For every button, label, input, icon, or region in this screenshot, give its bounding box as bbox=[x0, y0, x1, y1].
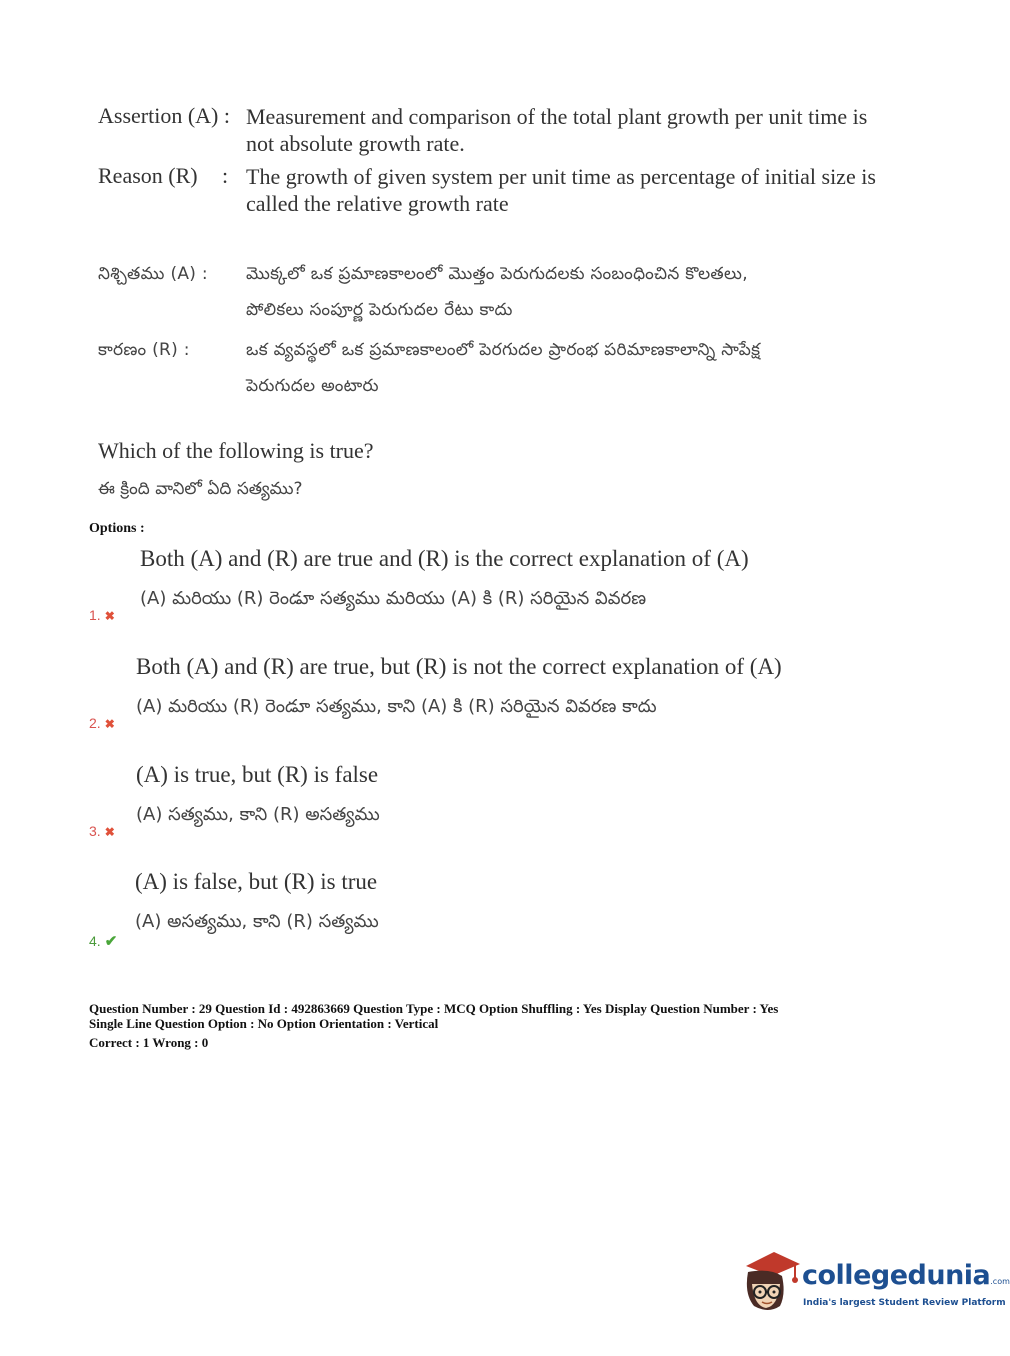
assertion-te-label: నిశ్చితము (A) : bbox=[98, 264, 208, 284]
option-1-text-te: (A) మరియు (R) రెండూ సత్యము మరియు (A) కి (R) సరియైన వివరణ bbox=[140, 588, 647, 609]
reason-te-line-1: ఒక వ్యవస్థలో ఒక ప్రమాణకాలంలో పెరగుదల ప్రారంభ పరిమాణకాలాన్ని సాపేక్ష bbox=[246, 340, 761, 360]
assertion-te-line-1: మొక్కలో ఒక ప్రమాణకాలంలో మొత్తం పెరుగుదలకు సంబంధించిన కొలతలు, bbox=[246, 264, 748, 284]
option-1-number-label: 1. bbox=[89, 607, 101, 623]
option-1-number[interactable] bbox=[89, 607, 115, 623]
logo-name: collegedunia bbox=[802, 1260, 991, 1291]
reason-label: Reason (R) bbox=[98, 163, 198, 188]
options-label: Options : bbox=[89, 521, 145, 536]
check-icon: ✔ bbox=[104, 933, 118, 950]
assertion-text bbox=[246, 103, 906, 157]
option-2-text: Both (A) and (R) are true, but (R) is not the correct explanation of (A) bbox=[136, 654, 782, 679]
assertion-line-1: Measurement and comparison of the total plant growth per unit time is bbox=[246, 104, 868, 129]
logo-suffix: .com bbox=[990, 1277, 1010, 1286]
option-2-number-label: 2. bbox=[89, 715, 101, 731]
option-2-text-te: (A) మరియు (R) రెండూ సత్యము, కాని (A) కి (R) సరియైన వివరణ కాదు bbox=[136, 696, 657, 717]
option-2-number[interactable] bbox=[89, 715, 115, 731]
collegedunia-logo bbox=[740, 1248, 1010, 1318]
wrong-icon: ✖ bbox=[104, 609, 115, 623]
logo-wordmark bbox=[802, 1260, 1010, 1291]
option-3-text: (A) is true, but (R) is false bbox=[136, 762, 379, 787]
assertion-te-text bbox=[246, 256, 906, 328]
option-3-number-label: 3. bbox=[89, 823, 101, 839]
question-text: Which of the following is true? bbox=[98, 438, 374, 463]
option-4-number-label: 4. bbox=[89, 933, 101, 949]
option-4-text: (A) is false, but (R) is true bbox=[135, 869, 378, 894]
reason-text bbox=[246, 163, 906, 217]
reason-te-label: కారణం (R) : bbox=[98, 340, 190, 360]
reason-te-text bbox=[246, 332, 906, 404]
assertion-label: Assertion (A) : bbox=[98, 103, 230, 128]
option-4-text-te: (A) అసత్యము, కాని (R) సత్యము bbox=[135, 911, 379, 932]
assertion-line-2: not absolute growth rate. bbox=[246, 131, 465, 156]
student-mascot-icon bbox=[740, 1250, 800, 1314]
reason-line-2: called the relative growth rate bbox=[246, 191, 509, 216]
meta-line-1: Question Number : 29 Question Id : 492863669 Question Type : MCQ Option Shuffling : Yes Display Question Number : Yes bbox=[89, 1001, 779, 1016]
meta-line-2: Single Line Question Option : No Option Orientation : Vertical bbox=[89, 1016, 439, 1031]
reason-te-line-2: పెరుగుదల అంటారు bbox=[246, 376, 379, 396]
option-4-number[interactable] bbox=[89, 932, 117, 950]
question-meta bbox=[89, 1001, 949, 1031]
option-3-number[interactable] bbox=[89, 823, 115, 839]
wrong-icon: ✖ bbox=[104, 825, 115, 839]
option-3-text-te: (A) సత్యము, కాని (R) అసత్యము bbox=[136, 804, 380, 825]
reason-line-1: The growth of given system per unit time as percentage of initial size is bbox=[246, 164, 876, 189]
assertion-te-line-2: పోలికలు సంపూర్ణ పెరుగుదల రేటు కాదు bbox=[246, 300, 513, 320]
option-1-text: Both (A) and (R) are true and (R) is the correct explanation of (A) bbox=[140, 546, 749, 571]
reason-colon: : bbox=[222, 163, 229, 188]
question-text-te: ఈ క్రింది వానిలో ఏది సత్యము? bbox=[98, 479, 303, 499]
meta-score: Correct : 1 Wrong : 0 bbox=[89, 1035, 209, 1050]
logo-tagline: India's largest Student Review Platform bbox=[803, 1298, 1006, 1308]
wrong-icon: ✖ bbox=[104, 717, 115, 731]
